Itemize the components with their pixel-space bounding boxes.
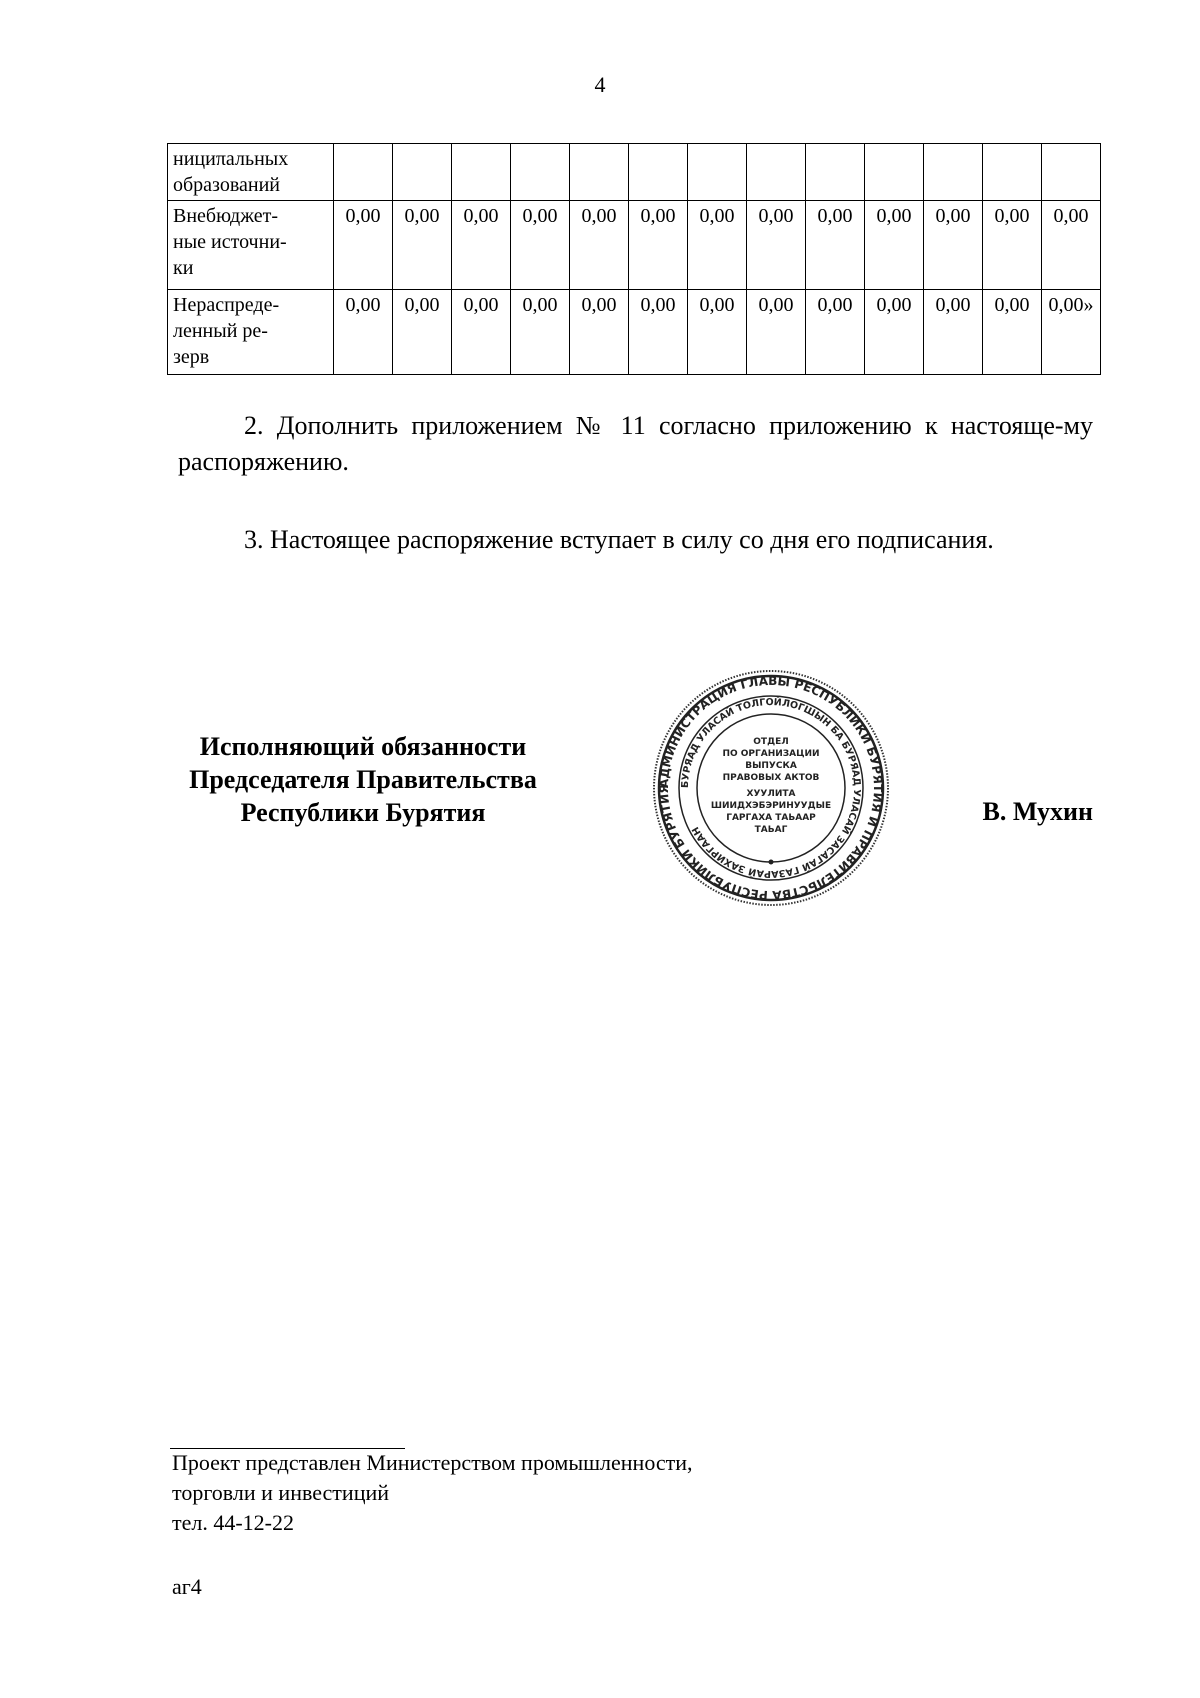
table-cell: 0,00 (452, 290, 511, 375)
paragraph-2 (178, 408, 1093, 480)
signatory-title-line: Председателя Правительства (189, 765, 537, 794)
svg-text:ХУУЛИТА: ХУУЛИТА (746, 789, 796, 799)
paragraph-3-text: 3. Настоящее распоряжение вступает в силу со дня его подписания. (244, 525, 994, 554)
svg-text:ПО ОРГАНИЗАЦИИ: ПО ОРГАНИЗАЦИИ (722, 749, 820, 759)
signatory-title-line: Исполняющий обязанности (199, 732, 527, 761)
row-label-line: образований (173, 174, 281, 196)
table-cell: 0,00» (1042, 290, 1101, 375)
table-cell: 0,00 (570, 290, 629, 375)
table-cell: 0,00 (393, 201, 452, 290)
table-cell: 0,00 (806, 201, 865, 290)
table-cell: 0,00 (393, 290, 452, 375)
table-cell: 0,00 (511, 290, 570, 375)
table-cell: 0,00 (983, 201, 1042, 290)
table-cell (334, 144, 393, 201)
footnote (172, 1448, 872, 1538)
paragraph-2-text: 2. Дополнить приложением № 11 согласно приложению к настояще-му распоряжению. (178, 411, 1093, 476)
paragraph-3 (178, 522, 1093, 558)
table-cell (865, 144, 924, 201)
table-cell (688, 144, 747, 201)
table-cell: 0,00 (806, 290, 865, 375)
row-label-line: Внебюджет- (173, 205, 279, 227)
budget-table (167, 143, 1101, 375)
svg-text:ВЫПУСКА: ВЫПУСКА (745, 761, 797, 771)
table-cell (747, 144, 806, 201)
document-code: аг4 (172, 1574, 202, 1599)
page-number: 4 (594, 72, 606, 97)
row-label (168, 290, 334, 375)
footnote-line: тел. 44-12-22 (172, 1510, 295, 1535)
table-cell (1042, 144, 1101, 201)
table-cell: 0,00 (747, 201, 806, 290)
table-cell: 0,00 (688, 290, 747, 375)
row-label-line: зерв (173, 346, 210, 368)
table-cell: 0,00 (924, 290, 983, 375)
row-label-line: ки (173, 257, 194, 279)
row-label (168, 144, 334, 201)
table-cell: 0,00 (452, 201, 511, 290)
table-cell: 0,00 (334, 201, 393, 290)
footnote-line: Проект представлен Министерством промышленности, (172, 1450, 693, 1475)
table-cell: 0,00 (570, 201, 629, 290)
table-cell: 0,00 (511, 201, 570, 290)
table-cell (393, 144, 452, 201)
table-cell: 0,00 (629, 290, 688, 375)
row-label-line: Нераспреде- (173, 294, 280, 316)
table-cell: 0,00 (865, 201, 924, 290)
table-cell: 0,00 (924, 201, 983, 290)
table-cell: 0,00 (688, 201, 747, 290)
signatory-title (163, 730, 563, 829)
footnote-line: торговли и инвестиций (172, 1480, 390, 1505)
svg-text:ТАЬАГ: ТАЬАГ (754, 825, 788, 835)
svg-text:ГАРГАХА ТАЬААР: ГАРГАХА ТАЬААР (726, 813, 816, 823)
table-cell (629, 144, 688, 201)
svg-text:АДМИНИСТРАЦИЯ ГЛАВЫ РЕСПУБЛИКИ: АДМИНИСТРАЦИЯ ГЛАВЫ РЕСПУБЛИКИ БУРЯТИЯ И ПРАВИТЕЛЬСТВА РЕСПУБЛИКИ БУРЯТИЯ (656, 673, 886, 903)
svg-text:ПРАВОВЫХ АКТОВ: ПРАВОВЫХ АКТОВ (722, 773, 820, 783)
table-cell: 0,00 (1042, 201, 1101, 290)
table-row (168, 201, 1101, 290)
svg-text:ШИИДХЭБЭРИНУУДЫЕ: ШИИДХЭБЭРИНУУДЫЕ (710, 801, 832, 811)
table-cell (983, 144, 1042, 201)
table-cell (924, 144, 983, 201)
row-label (168, 201, 334, 290)
svg-text:БУРЯАД УЛАСАЙ ТОЛГОЙЛОГШЫН БА: БУРЯАД УЛАСАЙ ТОЛГОЙЛОГШЫН БА БУРЯАД УЛАСАЙ ЗАСАГАЙ ГАЗАРАЙ ЗАХИРГААН (679, 696, 863, 880)
table-cell (452, 144, 511, 201)
table-cell: 0,00 (983, 290, 1042, 375)
row-label-line: ные источни- (173, 231, 287, 253)
table-cell (570, 144, 629, 201)
signatory-name: В. Мухин (982, 797, 1093, 826)
table-row (168, 144, 1101, 201)
row-label-line: нициπальных (173, 148, 289, 170)
table-cell: 0,00 (865, 290, 924, 375)
row-label-line: ленный ре- (173, 320, 268, 342)
table-cell (511, 144, 570, 201)
official-seal (651, 668, 891, 908)
table-row (168, 290, 1101, 375)
table-cell: 0,00 (747, 290, 806, 375)
table-cell: 0,00 (629, 201, 688, 290)
table-cell: 0,00 (334, 290, 393, 375)
svg-text:ОТДЕЛ: ОТДЕЛ (753, 737, 789, 747)
table-cell (806, 144, 865, 201)
signatory-title-line: Республики Бурятия (240, 798, 486, 827)
